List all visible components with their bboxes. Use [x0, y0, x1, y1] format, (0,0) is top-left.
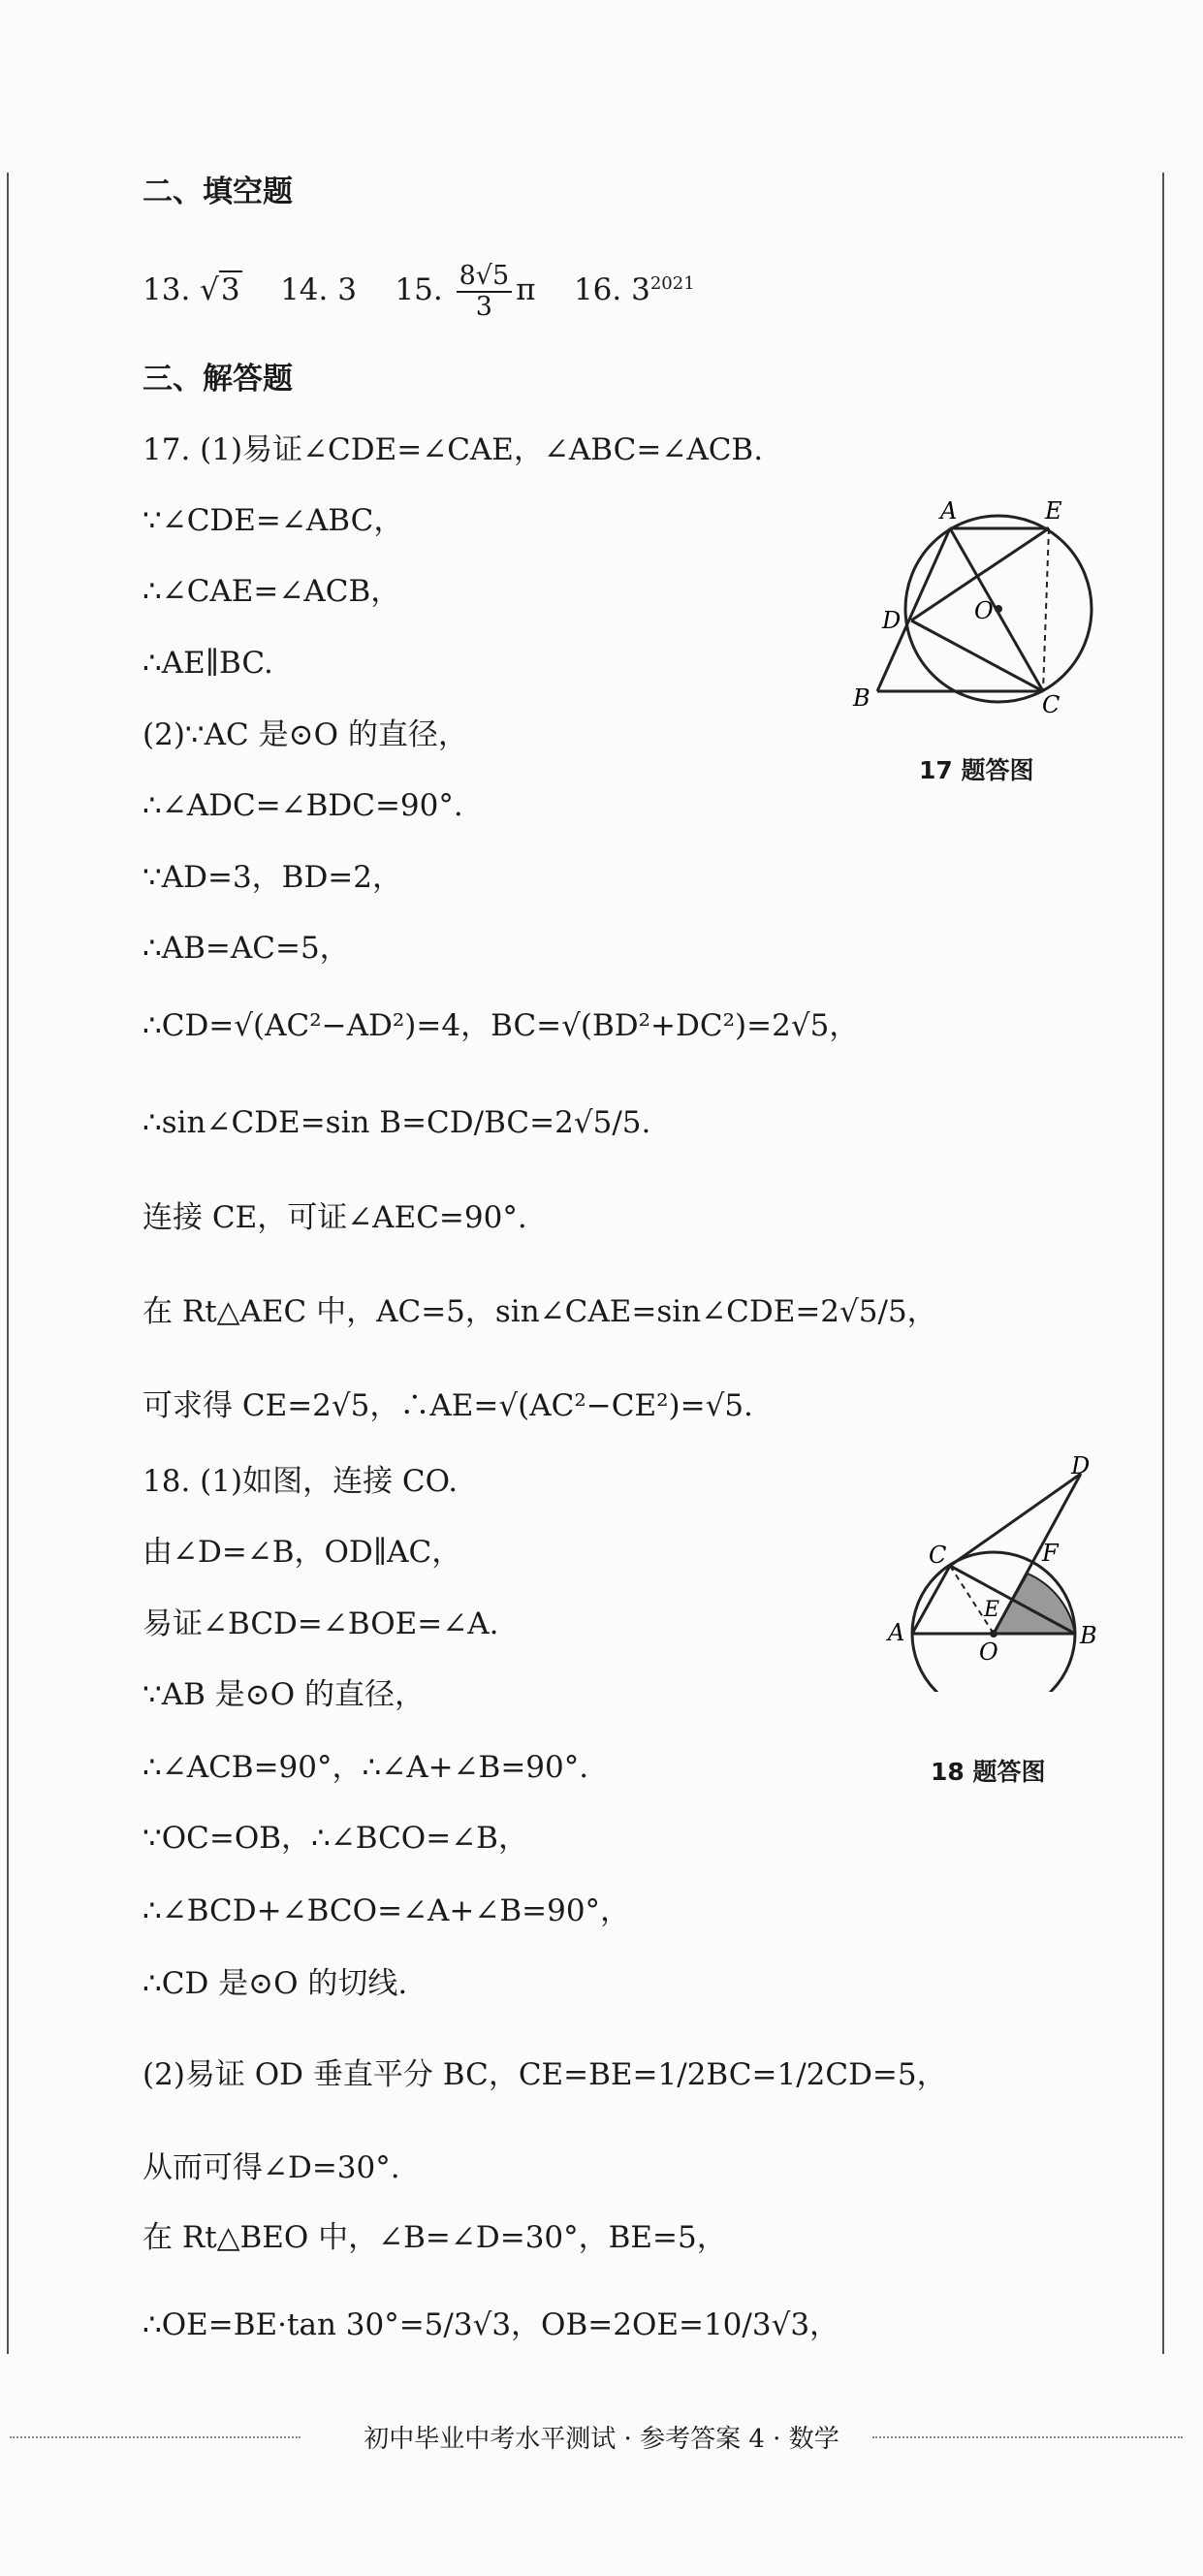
- fig17-label-O: O: [974, 597, 994, 624]
- solution-line: 可求得 CE=2√5，∴AE=√(AC²−CE²)=√5.: [142, 1388, 753, 1423]
- solution-line: ∴AE∥BC.: [142, 646, 273, 681]
- fig18-label-A: A: [888, 1619, 905, 1646]
- solution-line: 在 Rt△BEO 中，∠B=∠D=30°，BE=5，: [142, 2220, 727, 2255]
- fig17-label-C: C: [1042, 691, 1061, 718]
- fig17-label-A: A: [940, 497, 958, 525]
- figure-18-diagram: [872, 1449, 1124, 1692]
- figure-17-diagram: [843, 494, 1105, 727]
- solution-line: ∴sin∠CDE=sin B=CD/BC=2√5/5.: [142, 1105, 651, 1140]
- solution-line: ∴∠BCD+∠BCO=∠A+∠B=90°，: [142, 1893, 631, 1928]
- fill-answers: 13. √3 14. 3 15. $\frac{8√5}{3}$ π 16. $3^{2021}$: [142, 261, 695, 322]
- solution-line: ∴CD 是⊙O 的切线.: [142, 1966, 408, 2001]
- solution-line: ∵∠CDE=∠ABC，: [142, 503, 404, 538]
- solution-line: 在 Rt△AEC 中，AC=5，sin∠CAE=sin∠CDE=2√5/5，: [142, 1294, 937, 1329]
- figure-17-caption: 17 题答图: [919, 756, 1034, 784]
- solution-line: ∴∠ACB=90°，∴∠A+∠B=90°.: [142, 1750, 589, 1785]
- left-margin-line: [7, 173, 9, 2354]
- solution-line: ∵OC=OB，∴∠BCO=∠B，: [142, 1821, 528, 1856]
- solution-line: 从而可得∠D=30°.: [142, 2150, 400, 2185]
- solution-line: ∴OE=BE·tan 30°=5/3√3，OB=2OE=10/3√3，: [142, 2307, 840, 2342]
- solution-line: ∴∠ADC=∠BDC=90°.: [142, 788, 463, 823]
- fig18-label-E: E: [984, 1598, 1000, 1622]
- fig18-label-C: C: [929, 1542, 947, 1569]
- section-heading-solve: 三、解答题: [142, 362, 293, 397]
- solution-line: 17. (1)易证∠CDE=∠CAE，∠ABC=∠ACB.: [142, 432, 764, 467]
- right-margin-line: [1162, 173, 1164, 2354]
- page-footer: [0, 2419, 1203, 2455]
- solution-line: ∵AB 是⊙O 的直径，: [142, 1677, 425, 1712]
- solution-line: 连接 CE，可证∠AEC=90°.: [142, 1200, 527, 1235]
- solution-line: ∴CD=√(AC²−AD²)=4，BC=√(BD²+DC²)=2√5，: [142, 1008, 860, 1043]
- solution-line: ∴∠CAE=∠ACB，: [142, 574, 401, 609]
- solution-line: 易证∠BCD=∠BOE=∠A.: [142, 1606, 499, 1641]
- section-heading-fill: 二、填空题: [142, 175, 293, 209]
- fig17-label-E: E: [1045, 497, 1062, 525]
- solution-line: (2)∵AC 是⊙O 的直径，: [142, 717, 468, 752]
- solution-line: 由∠D=∠B，OD∥AC，: [142, 1535, 462, 1570]
- figure-18-caption: 18 题答图: [931, 1758, 1046, 1786]
- fig18-label-F: F: [1042, 1540, 1059, 1567]
- solution-line: 18. (1)如图，连接 CO.: [142, 1464, 459, 1499]
- solution-line: (2)易证 OD 垂直平分 BC，CE=BE=1/2BC=1/2CD=5，: [142, 2057, 947, 2092]
- solution-line: ∴AB=AC=5，: [142, 931, 350, 966]
- fig18-label-B: B: [1080, 1622, 1097, 1649]
- footer-text: 初中毕业中考水平测试 · 参考答案 4 · 数学: [364, 2425, 839, 2454]
- fig17-label-B: B: [853, 684, 871, 712]
- fig18-label-O: O: [979, 1638, 998, 1666]
- fig18-label-D: D: [1071, 1452, 1091, 1479]
- solution-line: ∵AD=3，BD=2，: [142, 860, 402, 895]
- fig17-label-D: D: [882, 607, 902, 634]
